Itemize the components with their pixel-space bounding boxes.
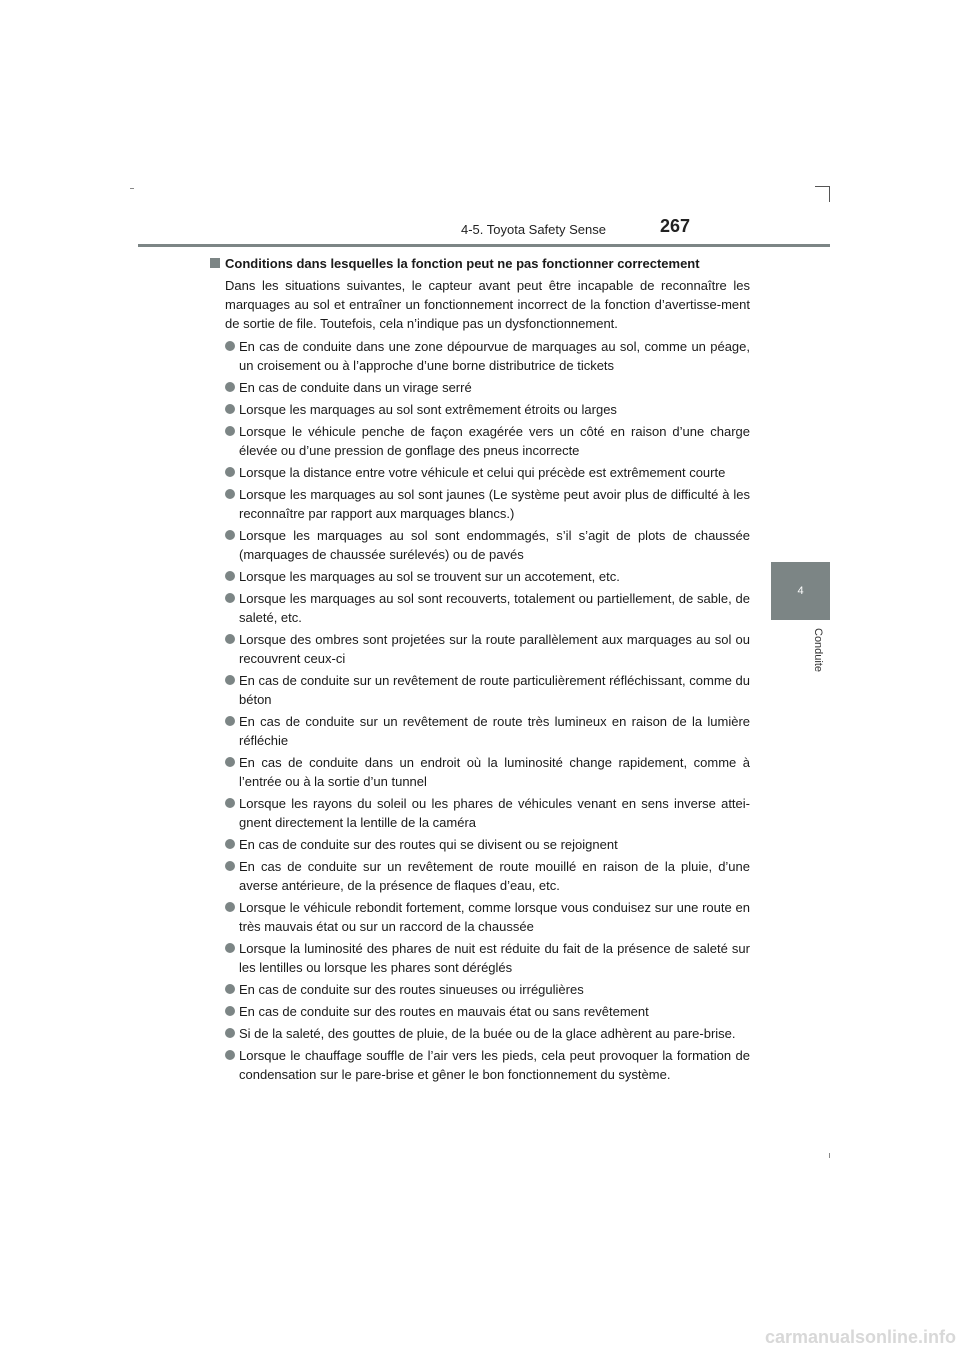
list-item-text: En cas de conduite dans un virage serré xyxy=(239,380,472,395)
list-item xyxy=(210,939,750,977)
list-item-text: Lorsque les marquages au sol sont extrêmement étroits ou larges xyxy=(239,402,617,417)
list-item xyxy=(210,1024,750,1043)
list-item-text: Lorsque des ombres sont projetées sur la route parallèlement aux marquages au sol ou recouvrent ceux-ci xyxy=(239,632,750,666)
list-item-text: Lorsque les rayons du soleil ou les phares de véhicules venant en sens inverse attei-gnent directement la lentille de la caméra xyxy=(239,796,750,830)
intro-paragraph: Dans les situations suivantes, le capteur avant peut être incapable de reconnaître les marquages au sol et entraîner un fonctionnement incorrect de la fonction d’avertisse-ment de sortie de file. Toutefois, cela n’indique pas un dysfonctionnement. xyxy=(225,278,750,331)
circle-bullet-icon xyxy=(225,757,235,767)
list-item-text: Lorsque les marquages au sol sont recouverts, totalement ou partiellement, de sable, de saleté, etc. xyxy=(239,591,750,625)
circle-bullet-icon xyxy=(225,426,235,436)
square-bullet-icon xyxy=(210,258,220,268)
list-item-text: En cas de conduite sur des routes sinueuses ou irrégulières xyxy=(239,982,584,997)
conditions-list xyxy=(210,337,750,1084)
list-item-text: Lorsque les marquages au sol sont endommagés, s’il s’agit de plots de chaussée (marquages de chaussée surélevés) ou de pavés xyxy=(239,528,750,562)
list-item xyxy=(210,378,750,397)
crop-tick-right xyxy=(829,1153,830,1158)
circle-bullet-icon xyxy=(225,1028,235,1038)
heading-text: Conditions dans lesquelles la fonction peut ne pas fonctionner correctement xyxy=(225,256,700,271)
header-rule xyxy=(138,244,830,247)
circle-bullet-icon xyxy=(225,1050,235,1060)
list-item xyxy=(210,337,750,375)
circle-bullet-icon xyxy=(225,634,235,644)
list-item-text: Lorsque le véhicule rebondit fortement, comme lorsque vous conduisez sur une route en très mauvais état ou sur un raccord de la chaussée xyxy=(239,900,750,934)
circle-bullet-icon xyxy=(225,902,235,912)
circle-bullet-icon xyxy=(225,593,235,603)
circle-bullet-icon xyxy=(225,530,235,540)
list-item-text: Lorsque les marquages au sol se trouvent sur un accotement, etc. xyxy=(239,569,620,584)
chapter-tab xyxy=(771,562,830,620)
list-item-text: En cas de conduite sur des routes qui se divisent ou se rejoignent xyxy=(239,837,618,852)
circle-bullet-icon xyxy=(225,467,235,477)
circle-bullet-icon xyxy=(225,984,235,994)
list-item-text: En cas de conduite dans une zone dépourvue de marquages au sol, comme un péage, un croisement ou à l’approche d’une borne distributrice de tickets xyxy=(239,339,750,373)
list-item-text: Lorsque la luminosité des phares de nuit est réduite du fait de la présence de saleté sur les lentilles ou lorsque les phares sont déréglés xyxy=(239,941,750,975)
crop-mark-vertical xyxy=(829,186,830,202)
list-item xyxy=(210,857,750,895)
circle-bullet-icon xyxy=(225,382,235,392)
list-item xyxy=(210,589,750,627)
main-content xyxy=(210,254,750,1087)
list-item xyxy=(210,712,750,750)
list-item xyxy=(210,526,750,564)
list-item xyxy=(210,671,750,709)
crop-mark-horizontal xyxy=(815,186,830,187)
list-item xyxy=(210,630,750,668)
list-item xyxy=(210,898,750,936)
list-item xyxy=(210,485,750,523)
list-item-text: Lorsque le chauffage souffle de l’air vers les pieds, cela peut provoquer la formation de condensation sur le pare-brise et gêner le bon fonctionnement du système. xyxy=(239,1048,750,1082)
list-item-text: En cas de conduite sur un revêtement de route particulièrement réfléchissant, comme du béton xyxy=(239,673,750,707)
circle-bullet-icon xyxy=(225,1006,235,1016)
list-item-text: Si de la saleté, des gouttes de pluie, de la buée ou de la glace adhèrent au pare-brise. xyxy=(239,1026,736,1041)
list-item xyxy=(210,794,750,832)
list-item xyxy=(210,753,750,791)
list-item xyxy=(210,400,750,419)
list-item xyxy=(210,1046,750,1084)
circle-bullet-icon xyxy=(225,404,235,414)
list-item-text: Lorsque la distance entre votre véhicule et celui qui précède est extrêmement courte xyxy=(239,465,726,480)
page-number: 267 xyxy=(659,216,690,236)
watermark: carmanualsonline.info xyxy=(764,1327,956,1347)
list-item xyxy=(210,422,750,460)
list-item-text: En cas de conduite dans un endroit où la luminosité change rapidement, comme à l’entrée ou à la sortie d’un tunnel xyxy=(239,755,750,789)
list-item-text: En cas de conduite sur un revêtement de route mouillé en raison de la pluie, d’une averse antérieure, de la présence de flaques d’eau, etc. xyxy=(239,859,750,893)
crop-tick-left xyxy=(130,188,134,189)
circle-bullet-icon xyxy=(225,839,235,849)
list-item-text: En cas de conduite sur des routes en mauvais état ou sans revêtement xyxy=(239,1004,649,1019)
circle-bullet-icon xyxy=(225,943,235,953)
chapter-label: Conduite xyxy=(812,628,824,673)
chapter-number: 4 xyxy=(797,585,804,597)
list-item xyxy=(210,1002,750,1021)
circle-bullet-icon xyxy=(225,716,235,726)
list-item-text: En cas de conduite sur un revêtement de route très lumineux en raison de la lumière réfléchie xyxy=(239,714,750,748)
circle-bullet-icon xyxy=(225,861,235,871)
section-heading xyxy=(210,254,750,273)
list-item xyxy=(210,980,750,999)
circle-bullet-icon xyxy=(225,341,235,351)
list-item-text: Lorsque le véhicule penche de façon exagérée vers un côté en raison d’une charge élevée ou d’une pression de gonflage des pneus incorrecte xyxy=(239,424,750,458)
circle-bullet-icon xyxy=(225,571,235,581)
section-title: 4-5. Toyota Safety Sense xyxy=(460,222,606,237)
circle-bullet-icon xyxy=(225,798,235,808)
list-item xyxy=(210,835,750,854)
list-item xyxy=(210,567,750,586)
circle-bullet-icon xyxy=(225,675,235,685)
page-header xyxy=(138,216,694,240)
list-item-text: Lorsque les marquages au sol sont jaunes (Le système peut avoir plus de difficulté à les reconnaître par rapport aux marquages blancs.) xyxy=(239,487,750,521)
list-item xyxy=(210,463,750,482)
circle-bullet-icon xyxy=(225,489,235,499)
